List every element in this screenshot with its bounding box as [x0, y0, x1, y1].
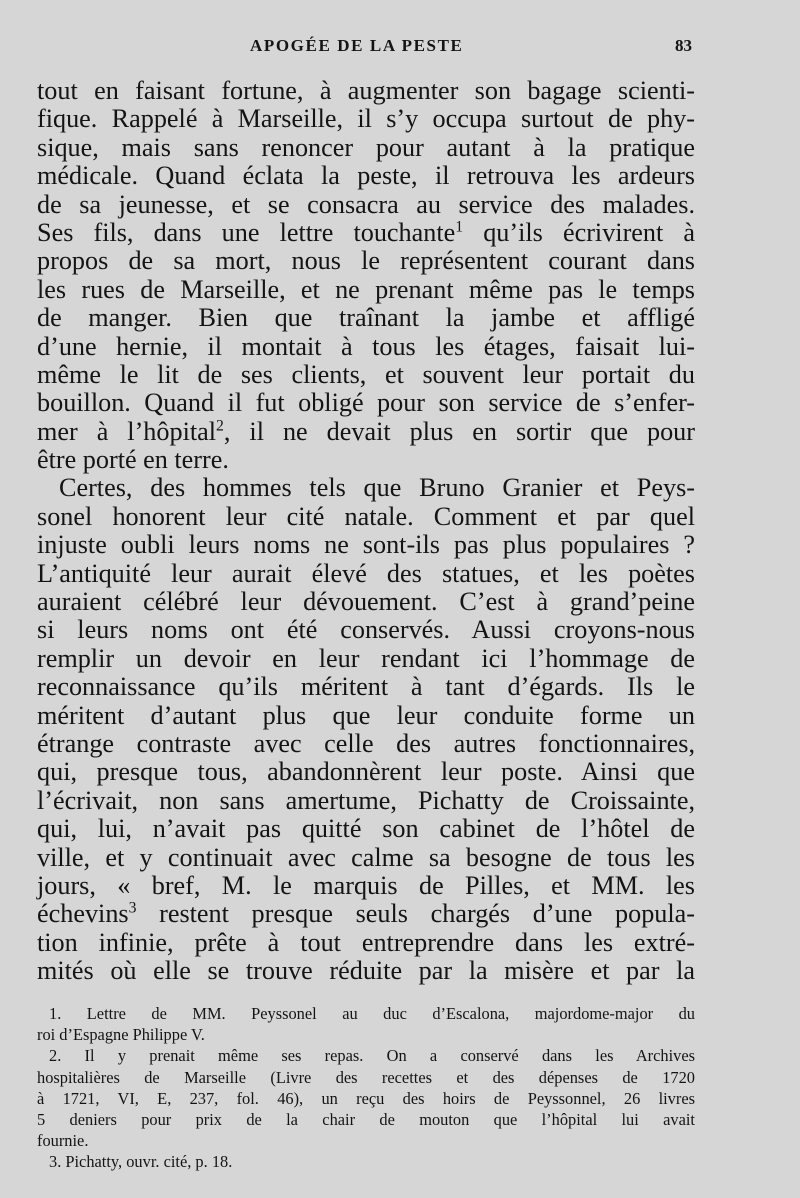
footnote-line: 2. Il y prenait même ses repas. On a conservé dans les Archives — [49, 1046, 695, 1066]
main-text — [37, 77, 695, 986]
text-line: sonel honorent leur cité natale. Comment et par quel — [37, 501, 695, 531]
text-line: même le lit de ses clients, et souvent leur portait du — [37, 359, 695, 389]
running-title: APOGÉE DE LA PESTE — [250, 36, 464, 55]
text-line: propos de sa mort, nous le représentent courant dans — [37, 246, 695, 276]
text-line: jours, « bref, M. le marquis de Pilles, et MM. les — [37, 870, 695, 900]
text-line: qui, presque tous, abandonnèrent leur poste. Ainsi que — [37, 757, 695, 787]
footnote-marker: 3 — [128, 899, 137, 917]
text-line: Certes, des hommes tels que Bruno Granier et Peys- — [59, 473, 695, 503]
text-line — [37, 418, 695, 446]
text-line: qui, lui, n’avait pas quitté son cabinet de l’hôtel de — [37, 814, 695, 844]
text-line: médicale. Quand éclata la peste, il retrouva les ardeurs — [37, 161, 695, 191]
footnote-line: 3. Pichatty, ouvr. cité, p. 18. — [49, 1152, 233, 1172]
footnote-line: roi d’Espagne Philippe V. — [37, 1025, 205, 1045]
text-line: les rues de Marseille, et ne prenant même pas le temps — [37, 274, 695, 304]
text-line-text: qu’ils écrivirent à — [463, 217, 696, 247]
text-line: sique, mais sans renoncer pour autant à la pratique — [37, 132, 695, 162]
text-line: mités où elle se trouve réduite par la misère et par la — [37, 956, 695, 986]
footnote-line: hospitalières de Marseille (Livre des recettes et des dépenses de 1720 — [37, 1067, 695, 1087]
text-line: de manger. Bien que traînant la jambe et affligé — [37, 303, 695, 333]
page-number: 83 — [675, 36, 692, 55]
text-line: tion infinie, prête à tout entreprendre dans les extré- — [37, 927, 695, 957]
text-line-text: échevins — [37, 899, 129, 929]
text-line: tout en faisant fortune, à augmenter son bagage scienti- — [37, 76, 695, 105]
footnote-marker: 2 — [216, 416, 224, 434]
text-line-text: Ses fils, dans une lettre touchante — [37, 217, 456, 247]
text-line — [37, 219, 695, 247]
text-line-text: mer à l’hôpital — [37, 416, 217, 446]
footnote-line: 5 deniers pour prix de la chair de mouton que l’hôpital lui avait — [37, 1109, 695, 1129]
text-line-text: restent presque seuls chargés d’une popula- — [136, 899, 695, 929]
text-line: auraient célébré leur dévouement. C’est à grand’peine — [37, 587, 695, 617]
footnotes — [37, 1003, 695, 1173]
text-line: reconnaissance qu’ils méritent à tant d’égards. Ils le — [37, 672, 695, 702]
text-line: méritent d’autant plus que leur conduite forme un — [37, 700, 695, 730]
text-line: ville, et y continuait avec calme sa besogne de tous les — [37, 842, 695, 872]
footnote-line: fournie. — [37, 1131, 89, 1151]
footnote-line: 1. Lettre de MM. Peyssonel au duc d’Escalona, majordome-major du — [49, 1004, 695, 1023]
text-line: être porté en terre. — [37, 445, 229, 475]
text-line: fique. Rappelé à Marseille, il s’y occupa surtout de phy- — [37, 104, 695, 134]
text-line: l’écrivait, non sans amertume, Pichatty de Croissainte, — [37, 785, 695, 815]
text-line-text: , il ne devait plus en sortir que pour — [223, 416, 695, 446]
text-line: si leurs noms ont été conservés. Aussi croyons-nous — [37, 615, 695, 645]
text-line: remplir un devoir en leur rendant ici l’hommage de — [37, 643, 695, 673]
text-line: étrange contraste avec celle des autres fonctionnaires, — [37, 728, 695, 758]
text-line — [37, 900, 695, 928]
text-line: injuste oubli leurs noms ne sont-ils pas plus populaires ? — [37, 530, 695, 560]
text-line: bouillon. Quand il fut obligé pour son service de s’enfer- — [37, 388, 695, 418]
running-head — [0, 36, 800, 60]
text-line: L’antiquité leur aurait élevé des statues, et les poètes — [37, 558, 695, 588]
text-line: d’une hernie, il montait à tous les étages, faisait lui- — [37, 331, 695, 361]
text-line: de sa jeunesse, et se consacra au service des malades. — [37, 189, 695, 219]
footnote-line: à 1721, VI, E, 237, fol. 46), un reçu des hoirs de Peyssonnel, 26 livres — [37, 1088, 695, 1108]
footnote-marker: 1 — [455, 218, 464, 236]
